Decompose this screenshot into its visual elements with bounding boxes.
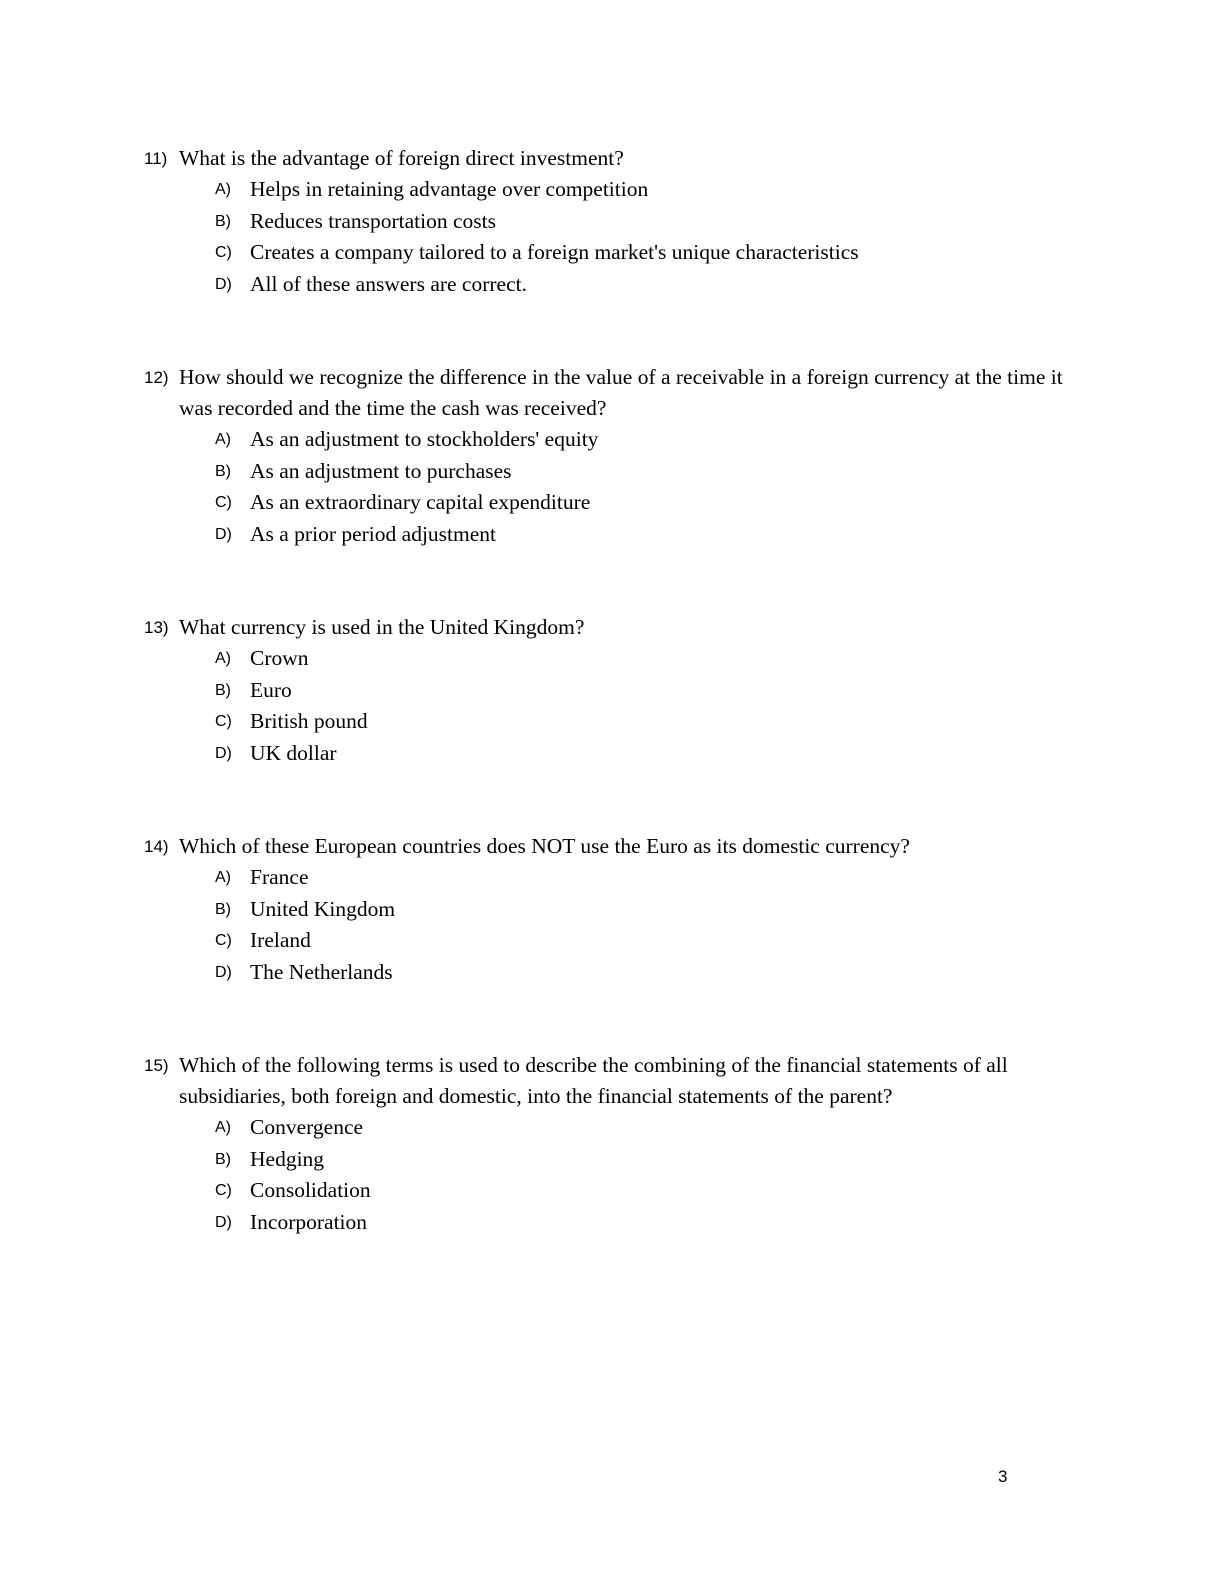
option-text: Crown: [250, 646, 309, 670]
option-letter: C): [215, 1182, 232, 1199]
answer-option: [144, 487, 1084, 519]
question-11: [144, 143, 1084, 300]
answer-option: [144, 957, 1084, 989]
question-stem: [144, 1050, 1084, 1112]
option-letter: B): [215, 212, 231, 230]
option-text: All of these answers are correct.: [250, 271, 527, 296]
page-number: 3: [998, 1467, 1008, 1486]
answer-option: [144, 456, 1084, 488]
option-text: Ireland: [250, 928, 311, 952]
option-letter: B): [215, 462, 231, 480]
option-text: France: [250, 865, 309, 889]
option-letter: A): [215, 181, 231, 198]
answer-options: [144, 424, 1084, 550]
answer-option: [144, 1144, 1084, 1176]
answer-options: [144, 643, 1084, 769]
answer-option: [144, 925, 1084, 957]
question-stem: [144, 143, 1084, 174]
option-letter: B): [215, 900, 231, 918]
question-13: [144, 612, 1084, 769]
question-text: What currency is used in the United Kingdom?: [179, 615, 585, 639]
question-number: 15): [144, 1056, 169, 1075]
question-14: [144, 831, 1084, 988]
option-text: Consolidation: [250, 1178, 371, 1202]
option-letter: B): [215, 681, 231, 699]
option-text: As an extraordinary capital expenditure: [250, 490, 591, 514]
answer-options: [144, 862, 1084, 988]
question-number: 12): [144, 368, 169, 387]
option-text: Euro: [250, 677, 292, 702]
question-stem: [144, 612, 1084, 643]
answer-option: [144, 174, 1084, 206]
question-12: [144, 362, 1084, 550]
answer-option: [144, 206, 1084, 238]
question-15: [144, 1050, 1084, 1238]
question-number: 13): [144, 618, 169, 637]
answer-option: [144, 424, 1084, 456]
option-text: As an adjustment to purchases: [250, 458, 512, 483]
option-letter: D): [215, 963, 232, 981]
answer-option: [144, 519, 1084, 551]
answer-option: [144, 894, 1084, 926]
option-letter: A): [215, 650, 231, 667]
answer-option: [144, 706, 1084, 738]
option-text: Creates a company tailored to a foreign market's unique characteristics: [250, 240, 859, 264]
option-text: Reduces transportation costs: [250, 208, 497, 233]
question-number: 11): [144, 149, 168, 168]
question-stem: [144, 831, 1084, 862]
option-letter: C): [215, 932, 232, 949]
question-text: Which of the following terms is used to describe the combining of the financial statements of all subsidiaries, both foreign and domestic, into the financial statements of the parent?: [179, 1053, 1008, 1108]
answer-options: [144, 174, 1084, 300]
answer-option: [144, 1175, 1084, 1207]
option-letter: C): [215, 494, 232, 511]
option-letter: D): [215, 525, 232, 543]
answer-option: [144, 862, 1084, 894]
option-text: Convergence: [250, 1115, 364, 1139]
question-stem: [144, 362, 1084, 424]
option-text: Incorporation: [250, 1209, 368, 1234]
answer-options: [144, 1112, 1084, 1238]
option-text: United Kingdom: [250, 896, 396, 921]
option-letter: D): [215, 1213, 232, 1231]
option-text: As an adjustment to stockholders' equity: [250, 427, 599, 451]
option-letter: D): [215, 744, 232, 762]
option-letter: A): [215, 431, 231, 448]
option-letter: A): [215, 1119, 231, 1136]
option-text: Helps in retaining advantage over competition: [250, 177, 649, 201]
option-text: British pound: [250, 709, 368, 733]
option-letter: B): [215, 1150, 231, 1168]
question-number: 14): [144, 837, 169, 856]
answer-option: [144, 738, 1084, 770]
question-text: How should we recognize the difference in the value of a receivable in a foreign currency at the time it was recorded and the time the cash was received?: [179, 365, 1063, 420]
question-text: What is the advantage of foreign direct investment?: [179, 146, 624, 170]
answer-option: [144, 1207, 1084, 1239]
option-letter: C): [215, 713, 232, 730]
option-letter: D): [215, 275, 232, 293]
answer-option: [144, 269, 1084, 301]
option-text: Hedging: [250, 1146, 325, 1171]
answer-option: [144, 1112, 1084, 1144]
answer-option: [144, 675, 1084, 707]
option-text: As a prior period adjustment: [250, 521, 497, 546]
option-text: The Netherlands: [250, 959, 393, 984]
option-letter: A): [215, 869, 231, 886]
answer-option: [144, 237, 1084, 269]
answer-option: [144, 643, 1084, 675]
option-text: UK dollar: [250, 740, 337, 765]
question-text: Which of these European countries does NOT use the Euro as its domestic currency?: [179, 834, 910, 858]
option-letter: C): [215, 244, 232, 261]
